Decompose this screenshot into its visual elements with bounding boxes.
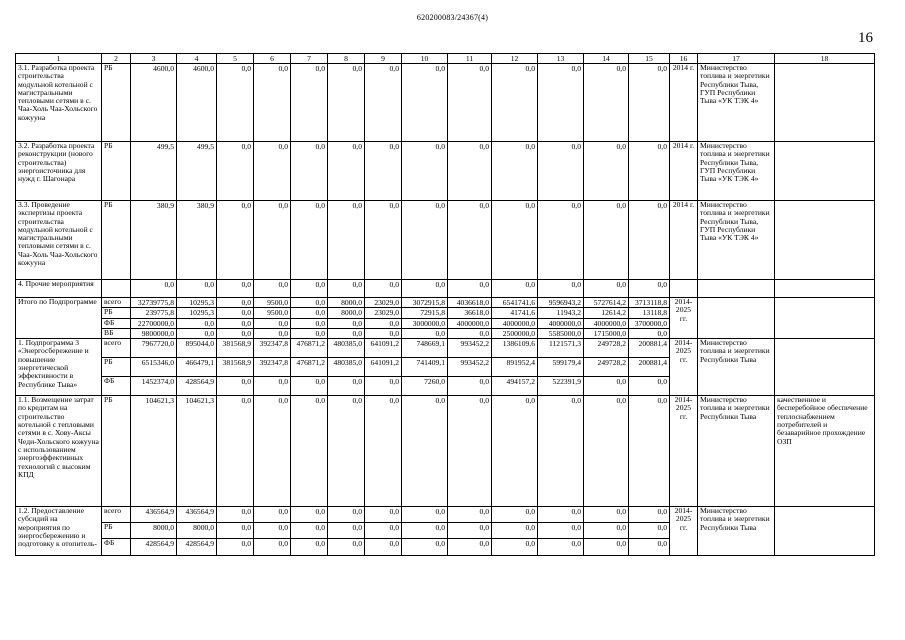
funding-source: ФБ (102, 318, 131, 328)
amount-cell: 0,0 (291, 523, 328, 539)
page-number: 16 (858, 30, 873, 46)
column-number: 2 (102, 54, 131, 64)
amount-cell: 993452,2 (448, 358, 492, 377)
amount-cell: 0,0 (629, 507, 670, 523)
column-number: 11 (448, 54, 492, 64)
amount-cell: 0,0 (402, 142, 448, 201)
table-row (16, 64, 875, 142)
amount-cell: 249728,2 (584, 339, 629, 358)
table-row (16, 298, 875, 308)
amount-cell: 466479,1 (177, 358, 217, 377)
amount-cell: 0,0 (217, 328, 254, 338)
amount-cell: 0,0 (448, 64, 492, 142)
measure-name: Итого по Подпрограмме (16, 298, 102, 339)
amount-cell: 0,0 (254, 377, 291, 396)
column-number: 9 (365, 54, 402, 64)
amount-cell: 0,0 (492, 396, 538, 507)
column-number: 18 (775, 54, 875, 64)
amount-cell: 0,0 (448, 396, 492, 507)
amount-cell: 0,0 (291, 539, 328, 556)
amount-cell: 0,0 (402, 523, 448, 539)
table-row (16, 339, 875, 358)
amount-cell: 0,0 (365, 377, 402, 396)
amount-cell: 0,0 (448, 328, 492, 338)
period-cell: 2014-2025 гг. (670, 339, 698, 396)
funding-source: РБ (102, 358, 131, 377)
amount-cell: 380,9 (131, 201, 177, 280)
amount-cell: 0,0 (328, 64, 365, 142)
amount-cell: 0,0 (217, 280, 254, 298)
column-number: 4 (177, 54, 217, 64)
amount-cell: 641091,2 (365, 358, 402, 377)
amount-cell: 9800000,0 (131, 328, 177, 338)
amount-cell: 8000,0 (177, 523, 217, 539)
column-number: 14 (584, 54, 629, 64)
amount-cell: 476871,2 (291, 358, 328, 377)
amount-cell: 5727614,2 (584, 298, 629, 308)
amount-cell: 10295,3 (177, 308, 217, 318)
period-cell: 2014 г. (670, 142, 698, 201)
amount-cell: 36618,0 (448, 308, 492, 318)
column-number: 13 (538, 54, 584, 64)
amount-cell: 522391,9 (538, 377, 584, 396)
period-cell: 2014 г. (670, 201, 698, 280)
document-id: 620200083/24367(4) (416, 13, 489, 22)
amount-cell: 0,0 (328, 328, 365, 338)
column-number: 17 (698, 54, 775, 64)
amount-cell: 0,0 (217, 523, 254, 539)
table-row (16, 142, 875, 201)
amount-cell: 200881,4 (629, 358, 670, 377)
amount-cell: 0,0 (584, 201, 629, 280)
amount-cell: 6515346,0 (131, 358, 177, 377)
amount-cell: 0,0 (538, 396, 584, 507)
amount-cell: 0,0 (584, 142, 629, 201)
amount-cell: 0,0 (448, 142, 492, 201)
amount-cell: 0,0 (584, 64, 629, 142)
amount-cell: 0,0 (492, 201, 538, 280)
amount-cell: 0,0 (217, 142, 254, 201)
funding-source: ВБ (102, 328, 131, 338)
amount-cell: 0,0 (328, 142, 365, 201)
amount-cell: 428564,9 (177, 377, 217, 396)
amount-cell: 0,0 (538, 539, 584, 556)
amount-cell: 0,0 (448, 523, 492, 539)
amount-cell: 41741,6 (492, 308, 538, 318)
column-number: 7 (291, 54, 328, 64)
amount-cell: 22700000,0 (131, 318, 177, 328)
amount-cell: 0,0 (629, 396, 670, 507)
column-number: 3 (131, 54, 177, 64)
amount-cell: 239775,8 (131, 308, 177, 318)
amount-cell: 0,0 (291, 318, 328, 328)
amount-cell: 0,0 (492, 64, 538, 142)
amount-cell: 11943,2 (538, 308, 584, 318)
amount-cell: 8000,0 (328, 298, 365, 308)
amount-cell: 0,0 (328, 377, 365, 396)
period-cell: 2014-2025 гг. (670, 396, 698, 507)
amount-cell: 0,0 (291, 201, 328, 280)
amount-cell: 9500,0 (254, 298, 291, 308)
amount-cell: 641091,2 (365, 339, 402, 358)
amount-cell: 13118,8 (629, 308, 670, 318)
amount-cell: 200881,4 (629, 339, 670, 358)
amount-cell: 0,0 (217, 507, 254, 523)
amount-cell: 0,0 (365, 201, 402, 280)
table-row (16, 201, 875, 280)
amount-cell: 392347,8 (254, 339, 291, 358)
amount-cell: 0,0 (402, 396, 448, 507)
amount-cell: 0,0 (131, 280, 177, 298)
amount-cell: 0,0 (448, 377, 492, 396)
amount-cell: 0,0 (217, 298, 254, 308)
result-cell (775, 142, 875, 201)
amount-cell: 0,0 (402, 201, 448, 280)
amount-cell: 0,0 (538, 507, 584, 523)
amount-cell: 0,0 (584, 377, 629, 396)
measure-name: 3.2. Разработка проекта реконструкции (нового строительства) энергоисточника для нужд г. Шагонара (16, 142, 102, 201)
amount-cell: 0,0 (492, 507, 538, 523)
amount-cell: 0,0 (365, 328, 402, 338)
amount-cell: 0,0 (217, 396, 254, 507)
table-row (16, 396, 875, 507)
amount-cell: 0,0 (538, 523, 584, 539)
amount-cell: 0,0 (402, 280, 448, 298)
amount-cell: 741409,1 (402, 358, 448, 377)
amount-cell: 0,0 (629, 64, 670, 142)
amount-cell: 3713118,8 (629, 298, 670, 308)
amount-cell: 0,0 (629, 328, 670, 338)
amount-cell: 0,0 (584, 539, 629, 556)
funding-source: РБ (102, 142, 131, 201)
amount-cell: 2500000,0 (492, 328, 538, 338)
amount-cell: 0,0 (492, 539, 538, 556)
amount-cell: 0,0 (538, 201, 584, 280)
column-number: 15 (629, 54, 670, 64)
amount-cell: 0,0 (584, 280, 629, 298)
column-number: 10 (402, 54, 448, 64)
executor-cell (698, 280, 775, 298)
column-numbers-row (16, 54, 875, 64)
amount-cell: 0,0 (328, 396, 365, 507)
amount-cell: 0,0 (217, 318, 254, 328)
amount-cell: 0,0 (177, 328, 217, 338)
amount-cell: 0,0 (177, 318, 217, 328)
amount-cell: 0,0 (365, 507, 402, 523)
amount-cell: 3072915,8 (402, 298, 448, 308)
table-row (16, 507, 875, 523)
amount-cell: 0,0 (538, 280, 584, 298)
amount-cell: 993452,2 (448, 339, 492, 358)
amount-cell: 0,0 (584, 396, 629, 507)
measure-name: 1. Подпрограмма 3 «Энергосбережение и повышение энергетической эффективности в Республике Тыва» (16, 339, 102, 396)
amount-cell: 0,0 (291, 64, 328, 142)
amount-cell: 0,0 (217, 201, 254, 280)
amount-cell: 0,0 (291, 507, 328, 523)
period-cell: 2014-2025 гг. (670, 298, 698, 339)
amount-cell: 0,0 (291, 298, 328, 308)
amount-cell: 0,0 (448, 280, 492, 298)
amount-cell: 104621,3 (177, 396, 217, 507)
amount-cell: 0,0 (291, 308, 328, 318)
executor-cell: Министерство топлива и энергетики Республики Тыва (698, 339, 775, 396)
amount-cell: 0,0 (254, 201, 291, 280)
amount-cell: 0,0 (291, 280, 328, 298)
amount-cell: 0,0 (328, 523, 365, 539)
amount-cell: 0,0 (328, 507, 365, 523)
amount-cell: 0,0 (254, 318, 291, 328)
funding-source: всего (102, 507, 131, 523)
period-cell (670, 280, 698, 298)
executor-cell: Министерство топлива и энергетики Республики Тыва, ГУП Республики Тыва «УК ТЭК 4» (698, 142, 775, 201)
amount-cell: 428564,9 (177, 539, 217, 556)
amount-cell: 381568,9 (217, 339, 254, 358)
amount-cell: 0,0 (291, 142, 328, 201)
amount-cell: 0,0 (217, 308, 254, 318)
budget-table (15, 53, 875, 556)
amount-cell: 0,0 (492, 142, 538, 201)
amount-cell: 4000000,0 (492, 318, 538, 328)
amount-cell: 4600,0 (177, 64, 217, 142)
amount-cell: 480385,0 (328, 358, 365, 377)
amount-cell: 0,0 (365, 523, 402, 539)
amount-cell: 1386109,6 (492, 339, 538, 358)
amount-cell: 8000,0 (131, 523, 177, 539)
amount-cell: 7260,0 (402, 377, 448, 396)
amount-cell: 10295,3 (177, 298, 217, 308)
result-cell: качественное и бесперебойное обеспечение теплоснабжением потребителей и безаварийное прохождение ОЗП (775, 396, 875, 507)
column-number: 16 (670, 54, 698, 64)
amount-cell: 476871,2 (291, 339, 328, 358)
amount-cell: 895044,0 (177, 339, 217, 358)
amount-cell: 0,0 (629, 539, 670, 556)
amount-cell: 4000000,0 (448, 318, 492, 328)
funding-source: ФБ (102, 377, 131, 396)
measure-name: 4. Прочие мероприятия (16, 280, 102, 298)
funding-source: РБ (102, 396, 131, 507)
amount-cell: 0,0 (538, 142, 584, 201)
funding-source: РБ (102, 308, 131, 318)
amount-cell: 7967720,0 (131, 339, 177, 358)
amount-cell: 0,0 (254, 142, 291, 201)
executor-cell (698, 298, 775, 339)
column-number: 8 (328, 54, 365, 64)
amount-cell: 0,0 (365, 539, 402, 556)
funding-source: РБ (102, 64, 131, 142)
amount-cell: 0,0 (291, 396, 328, 507)
amount-cell: 0,0 (254, 328, 291, 338)
result-cell (775, 507, 875, 556)
amount-cell: 0,0 (254, 396, 291, 507)
amount-cell: 3000000,0 (402, 318, 448, 328)
executor-cell: Министерство топлива и энергетики Республики Тыва (698, 507, 775, 556)
amount-cell: 0,0 (365, 64, 402, 142)
amount-cell: 1121571,3 (538, 339, 584, 358)
funding-source (102, 280, 131, 298)
funding-source: всего (102, 339, 131, 358)
measure-name: 1.1. Возмещение затрат по кредитам на строительство котельной с тепловыми сетями в с. Хову-Аксы Чеди-Хольского кожууна с использованием энергоэффективных технологий с высоким КПД (16, 396, 102, 507)
amount-cell: 0,0 (254, 507, 291, 523)
amount-cell: 0,0 (402, 64, 448, 142)
amount-cell: 0,0 (254, 280, 291, 298)
amount-cell: 428564,9 (131, 539, 177, 556)
measure-name: 1.2. Предоставление субсидий на мероприятия по энергосбережению и подготовку к отопитель- (16, 507, 102, 556)
amount-cell: 0,0 (291, 377, 328, 396)
amount-cell: 0,0 (448, 507, 492, 523)
amount-cell: 0,0 (365, 396, 402, 507)
result-cell (775, 280, 875, 298)
table-row (16, 280, 875, 298)
table-body (16, 64, 875, 556)
funding-source: РБ (102, 523, 131, 539)
amount-cell: 0,0 (402, 507, 448, 523)
amount-cell: 0,0 (217, 377, 254, 396)
amount-cell: 0,0 (448, 539, 492, 556)
amount-cell: 499,5 (177, 142, 217, 201)
amount-cell: 0,0 (177, 280, 217, 298)
amount-cell: 0,0 (492, 280, 538, 298)
amount-cell: 0,0 (217, 539, 254, 556)
amount-cell: 0,0 (584, 507, 629, 523)
amount-cell: 0,0 (629, 142, 670, 201)
amount-cell: 4000000,0 (584, 318, 629, 328)
amount-cell: 0,0 (365, 280, 402, 298)
amount-cell: 748669,1 (402, 339, 448, 358)
amount-cell: 0,0 (629, 377, 670, 396)
amount-cell: 499,5 (131, 142, 177, 201)
amount-cell: 0,0 (328, 201, 365, 280)
column-number: 5 (217, 54, 254, 64)
period-cell: 2014 г. (670, 64, 698, 142)
amount-cell: 9596943,2 (538, 298, 584, 308)
executor-cell: Министерство топлива и энергетики Республики Тыва (698, 396, 775, 507)
amount-cell: 72915,8 (402, 308, 448, 318)
result-cell (775, 201, 875, 280)
funding-source: всего (102, 298, 131, 308)
amount-cell: 12614,2 (584, 308, 629, 318)
amount-cell: 249728,2 (584, 358, 629, 377)
amount-cell: 0,0 (365, 142, 402, 201)
period-cell: 2014-2025 гг. (670, 507, 698, 556)
amount-cell: 380,9 (177, 201, 217, 280)
amount-cell: 0,0 (448, 201, 492, 280)
amount-cell: 392347,8 (254, 358, 291, 377)
amount-cell: 0,0 (254, 64, 291, 142)
amount-cell: 0,0 (254, 523, 291, 539)
amount-cell: 599179,4 (538, 358, 584, 377)
amount-cell: 0,0 (402, 328, 448, 338)
funding-source: ФБ (102, 539, 131, 556)
amount-cell: 0,0 (629, 201, 670, 280)
amount-cell: 1452374,0 (131, 377, 177, 396)
column-number: 6 (254, 54, 291, 64)
result-cell (775, 64, 875, 142)
amount-cell: 381568,9 (217, 358, 254, 377)
amount-cell: 3700000,0 (629, 318, 670, 328)
amount-cell: 32739775,8 (131, 298, 177, 308)
amount-cell: 4600,0 (131, 64, 177, 142)
amount-cell: 0,0 (254, 539, 291, 556)
amount-cell: 436564,9 (131, 507, 177, 523)
amount-cell: 8000,0 (328, 308, 365, 318)
amount-cell: 0,0 (629, 280, 670, 298)
amount-cell: 1715000,0 (584, 328, 629, 338)
amount-cell: 480385,0 (328, 339, 365, 358)
amount-cell: 5585000,0 (538, 328, 584, 338)
amount-cell: 4036618,0 (448, 298, 492, 308)
amount-cell: 494157,2 (492, 377, 538, 396)
amount-cell: 436564,9 (177, 507, 217, 523)
amount-cell: 104621,3 (131, 396, 177, 507)
column-number: 1 (16, 54, 102, 64)
measure-name: 3.3. Проведение экспертизы проекта строительства модульной котельной с магистральными тепловыми сетями в с. Чаа-Холь Чаа-Хольского кожууна (16, 201, 102, 280)
amount-cell: 0,0 (217, 64, 254, 142)
column-number: 12 (492, 54, 538, 64)
amount-cell: 6541741,6 (492, 298, 538, 308)
amount-cell: 0,0 (629, 523, 670, 539)
amount-cell: 4000000,0 (538, 318, 584, 328)
result-cell (775, 339, 875, 396)
executor-cell: Министерство топлива и энергетики Республики Тыва, ГУП Республики Тыва «УК ТЭК 4» (698, 64, 775, 142)
amount-cell: 0,0 (328, 318, 365, 328)
amount-cell: 0,0 (365, 318, 402, 328)
amount-cell: 9500,0 (254, 308, 291, 318)
amount-cell: 0,0 (492, 523, 538, 539)
result-cell (775, 298, 875, 339)
amount-cell: 0,0 (328, 539, 365, 556)
executor-cell: Министерство топлива и энергетики Республики Тыва, ГУП Республики Тыва «УК ТЭК 4» (698, 201, 775, 280)
amount-cell: 0,0 (291, 328, 328, 338)
amount-cell: 891952,4 (492, 358, 538, 377)
amount-cell: 23029,0 (365, 308, 402, 318)
amount-cell: 0,0 (402, 539, 448, 556)
amount-cell: 0,0 (328, 280, 365, 298)
amount-cell: 0,0 (538, 64, 584, 142)
amount-cell: 23029,0 (365, 298, 402, 308)
amount-cell: 0,0 (584, 523, 629, 539)
funding-source: РБ (102, 201, 131, 280)
measure-name: 3.1. Разработка проекта строительства модульной котельной с магистральными тепловыми сетями в с. Чаа-Холь Чаа-Хольского кожууна (16, 64, 102, 142)
